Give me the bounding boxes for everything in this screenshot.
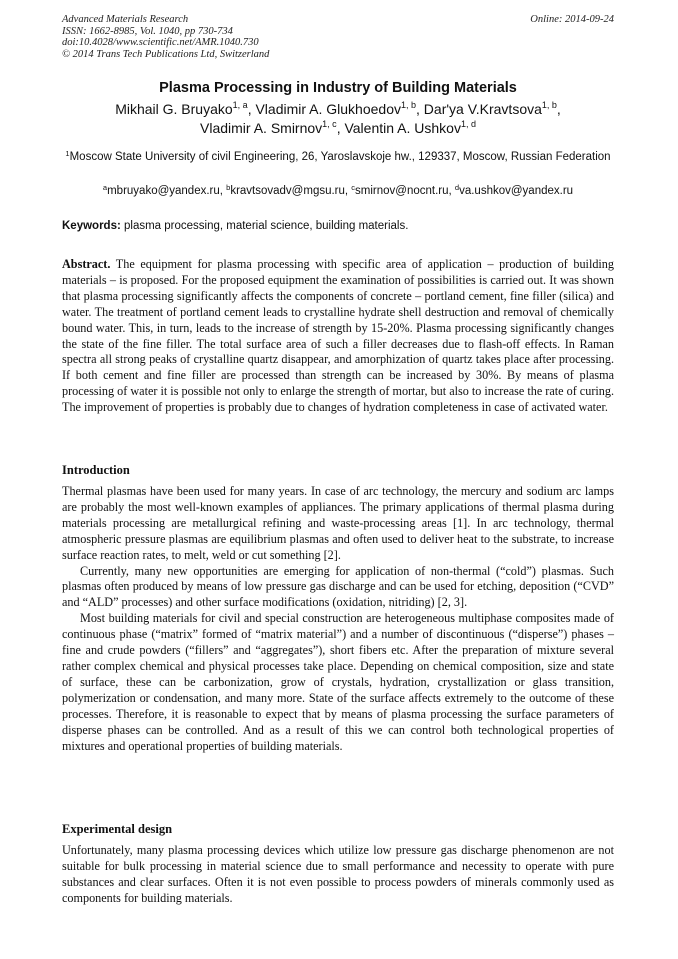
keywords (62, 219, 614, 234)
author-list (62, 100, 614, 138)
issn-line: ISSN: 1662-8985, Vol. 1040, pp 730-734 (62, 25, 233, 37)
email-list (62, 184, 614, 199)
author: Vladimir A. Glukhoedov$^{1, b}$, (255, 100, 424, 117)
paragraph: Thermal plasmas have been used for many years. In case of arc technology, the mercury and sodium arc lamps are probably the most well-known examples of appliances. The primary applications of thermal plasma during materials processing are metallurgical refining and waste-processing areas [1]. In arc technology, thermal atmospheric pressure plasmas are equilibrium plasmas and often used to deliver heat to the substrate, to increase surface reaction rates, to melt, weld or cut something [2]. (62, 484, 614, 562)
abstract (62, 257, 614, 416)
email[interactable]: $^b$kravtsovadv@mgsu.ru, (226, 183, 352, 197)
introduction-section (62, 484, 614, 754)
experimental-section (62, 843, 614, 907)
affiliation: $^1$Moscow State University of civil Engineering, 26, Yaroslavskoje hw., 129337, Moscow, Russian Federation (65, 149, 611, 163)
author: Vladimir A. Smirnov$^{1, c}$, (200, 119, 345, 136)
author: Dar'ya V.Kravtsova$^{1, b}$, (423, 100, 561, 117)
email[interactable]: $^d$va.ushkov@yandex.ru (454, 183, 574, 197)
keywords-label: Keywords: (62, 220, 121, 232)
paragraph: Most building materials for civil and special construction are heterogeneous multiphase composites made of continuous phase (“matrix” formed of “matrix material”) and a number of discontinuous (“disperse”) phases – fine and crude powders (“fillers” and “aggregates”), short fibers etc. After the preparation of mixture several rather complex chemical and physical processes take place. Depending on chemical composition, size and state of surface, these can be carbonization, grow of crystals, hydration, crystallization or glass transition, polymerization or condensation, and many more. State of the surface affects extremely to the outcome of these processes. Therefore, it is reasonable to expect that by means of plasma processing the surface parameters of disperse phases can be controlled. And as a result of this we can control both technological properties of mixtures and operational properties of building materials. (62, 611, 614, 753)
paper-title: Plasma Processing in Industry of Building Materials (159, 80, 517, 96)
paragraph: Currently, many new opportunities are emerging for application of non-thermal (“cold”) plasmas. Such plasmas often produced by means of low pressure gas discharge and can be used for etching, deposition (“CVD” and “ALD” processes) and other surface modifications (oxidation, nitriding) [2, 3]. (62, 563, 614, 610)
section-heading-introduction: Introduction (62, 463, 130, 477)
copyright-line: © 2014 Trans Tech Publications Ltd, Switzerland (62, 48, 270, 60)
paragraph: Unfortunately, many plasma processing devices which utilize low pressure gas discharge phenomenon are not suitable for bulk processing in material science due to small performance and necessity to operate with pure substances and clear surfaces. Often it is not even possible to process powders of minerals commonly used as components for building materials. (62, 843, 614, 905)
email[interactable]: $^c$smirnov@nocnt.ru, (351, 183, 455, 197)
journal-header (62, 14, 614, 60)
doi-line: doi:10.4028/www.scientific.net/AMR.1040.730 (62, 37, 259, 49)
online-date: Online: 2014-09-24 (530, 14, 614, 25)
abstract-text: The equipment for plasma processing with specific area of application – production of building materials – is proposed. For the proposed equipment the examination of possibilities is carried out. It was shown that plasma processing significantly affects the components of concrete – portland cement, fine filler (silica) and water. The treatment of portland cement leads to crystalline hydrate shell destruction and removal of chemically bound water. This, in turn, leads to the increase of strength by 15-20%. Plasma processing significantly changes the state of the fine filler. The total surface area of such a filler decreases due to flash-off effects. In Raman spectra all strong peaks of crystalline quartz disappear, and amorphization of quartz takes place after processing. If both cement and fine filler are processed than strength can be increased by 30%. By means of plasma processing of water it is possible not only to enlarge the strength of mortar, but also to increase the rate of curing. The improvement of properties is probably due to changes of hydration completeness in case of activated water. (62, 257, 614, 415)
author: Mikhail G. Bruyako$^{1, a}$, (115, 100, 256, 117)
email[interactable]: $^a$mbruyako@yandex.ru, (102, 183, 227, 197)
author: Valentin A. Ushkov$^{1, d}$ (344, 119, 476, 136)
keywords-text: plasma processing, material science, building materials. (120, 220, 409, 232)
journal-name: Advanced Materials Research (62, 14, 189, 25)
section-heading-experimental-design: Experimental design (62, 822, 173, 836)
abstract-label: Abstract. (62, 257, 111, 271)
